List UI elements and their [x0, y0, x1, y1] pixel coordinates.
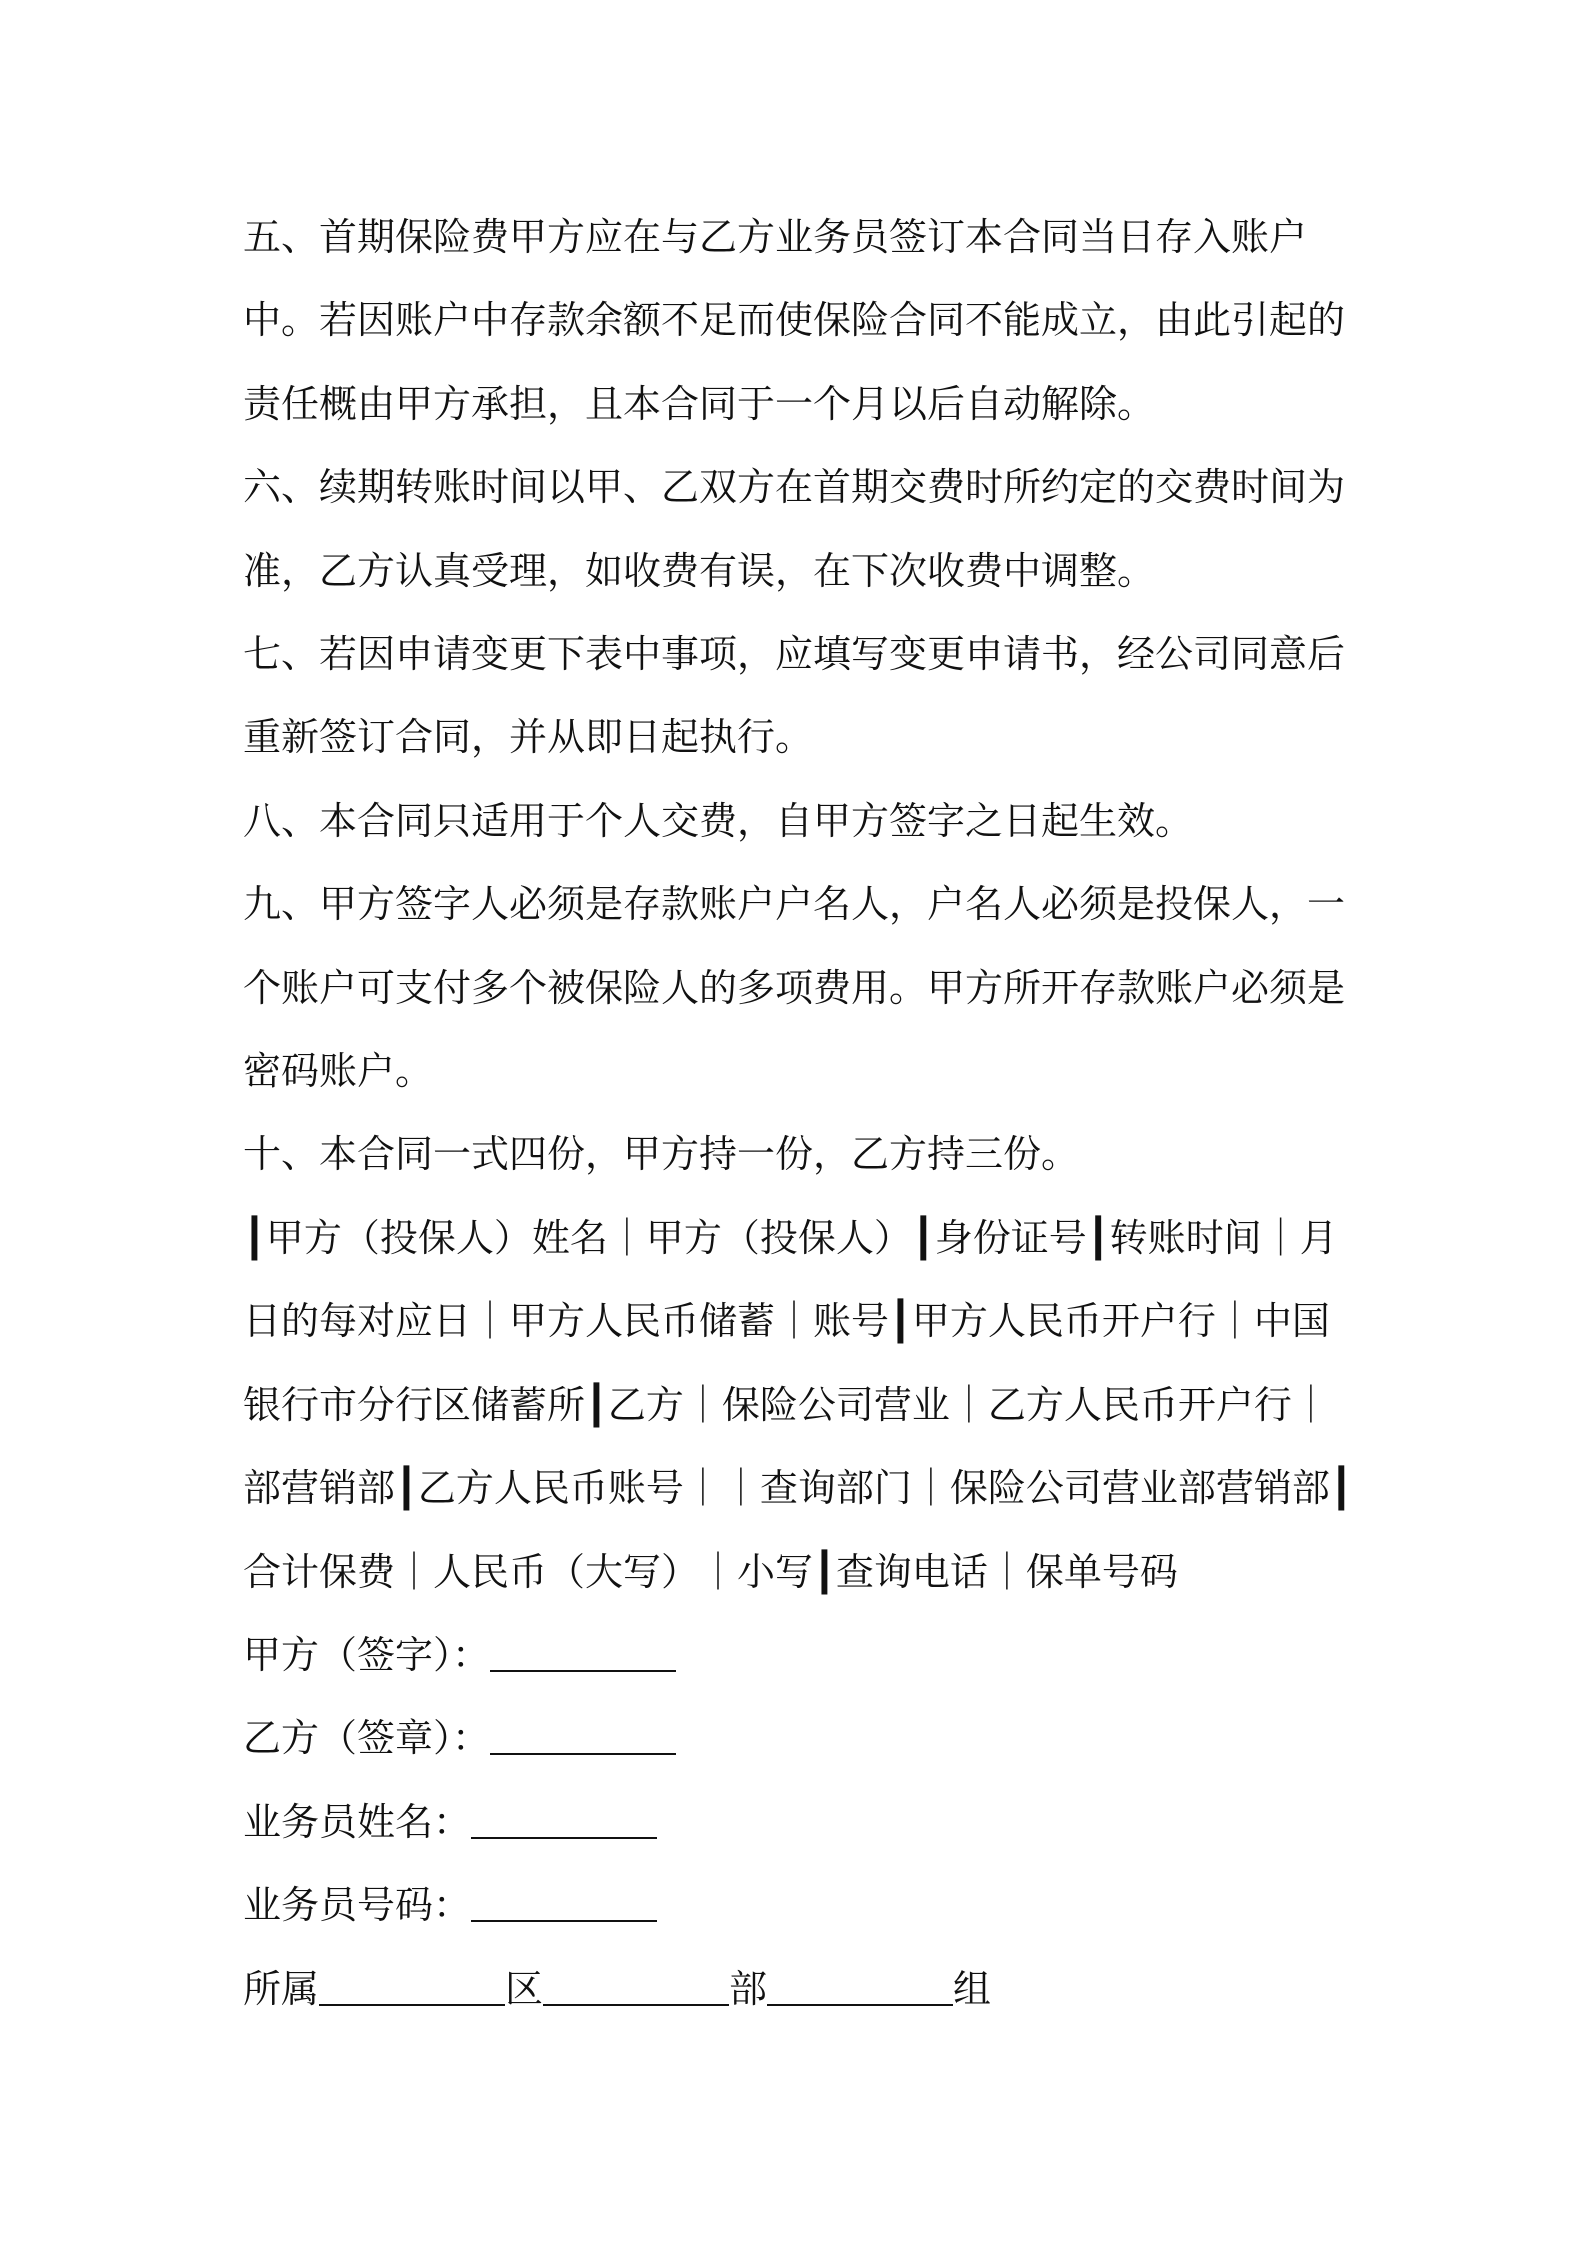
affiliation-line	[243, 1948, 1363, 2031]
agent-number-label: 业务员号码：	[243, 1883, 472, 1928]
party-a-signature-blank[interactable]	[490, 1642, 676, 1672]
affiliation-department-blank[interactable]	[543, 1976, 729, 2006]
form-table-text: ┃甲方（投保人）姓名｜甲方（投保人）┃身份证号┃转账时间｜月日的每对应日｜甲方人民币储蓄｜账号┃甲方人民币开户行｜中国银行市分行区储蓄所┃乙方｜保险公司营业｜乙方人民币开户行｜部营销部┃乙方人民币账号｜｜查询部门｜保险公司营业部营销部┃合计保费｜人民币（大写）｜小写┃查询电话｜保单号码	[243, 1215, 1353, 1594]
party-b-seal-line	[243, 1697, 1363, 1780]
contract-body	[243, 196, 1363, 2031]
affiliation-department-label: 部	[729, 1966, 768, 2011]
clause-6: 六、续期转账时间以甲、乙双方在首期交费时所约定的交费时间为准，乙方认真受理，如收费有误，在下次收费中调整。	[243, 465, 1346, 593]
party-a-signature-line	[243, 1614, 1363, 1697]
agent-name-blank[interactable]	[471, 1809, 657, 1839]
party-b-seal-label: 乙方（签章）：	[243, 1716, 491, 1761]
party-a-signature-label: 甲方（签字）：	[243, 1632, 491, 1677]
agent-number-blank[interactable]	[471, 1892, 657, 1922]
affiliation-district-label: 区	[505, 1966, 544, 2011]
clause-7: 七、若因申请变更下表中事项，应填写变更申请书，经公司同意后重新签订合同，并从即日起执行。	[243, 632, 1346, 760]
clause-9: 九、甲方签字人必须是存款账户户名人，户名人必须是投保人，一个账户可支付多个被保险人的多项费用。甲方所开存款账户必须是密码账户。	[243, 882, 1346, 1094]
clause-10: 十、本合同一式四份，甲方持一份，乙方持三份。	[243, 1132, 1080, 1177]
affiliation-group-label: 组	[953, 1966, 992, 2011]
clause-8: 八、本合同只适用于个人交费，自甲方签字之日起生效。	[243, 798, 1194, 843]
agent-name-label: 业务员姓名：	[243, 1799, 472, 1844]
agent-name-line	[243, 1781, 1363, 1864]
affiliation-prefix: 所属	[243, 1966, 320, 2011]
affiliation-group-blank[interactable]	[767, 1976, 953, 2006]
affiliation-district-blank[interactable]	[319, 1976, 505, 2006]
agent-number-line	[243, 1864, 1363, 1947]
clause-5: 五、首期保险费甲方应在与乙方业务员签订本合同当日存入账户中。若因账户中存款余额不足而使保险合同不能成立，由此引起的责任概由甲方承担，且本合同于一个月以后自动解除。	[243, 215, 1346, 426]
party-b-seal-blank[interactable]	[490, 1725, 676, 1755]
